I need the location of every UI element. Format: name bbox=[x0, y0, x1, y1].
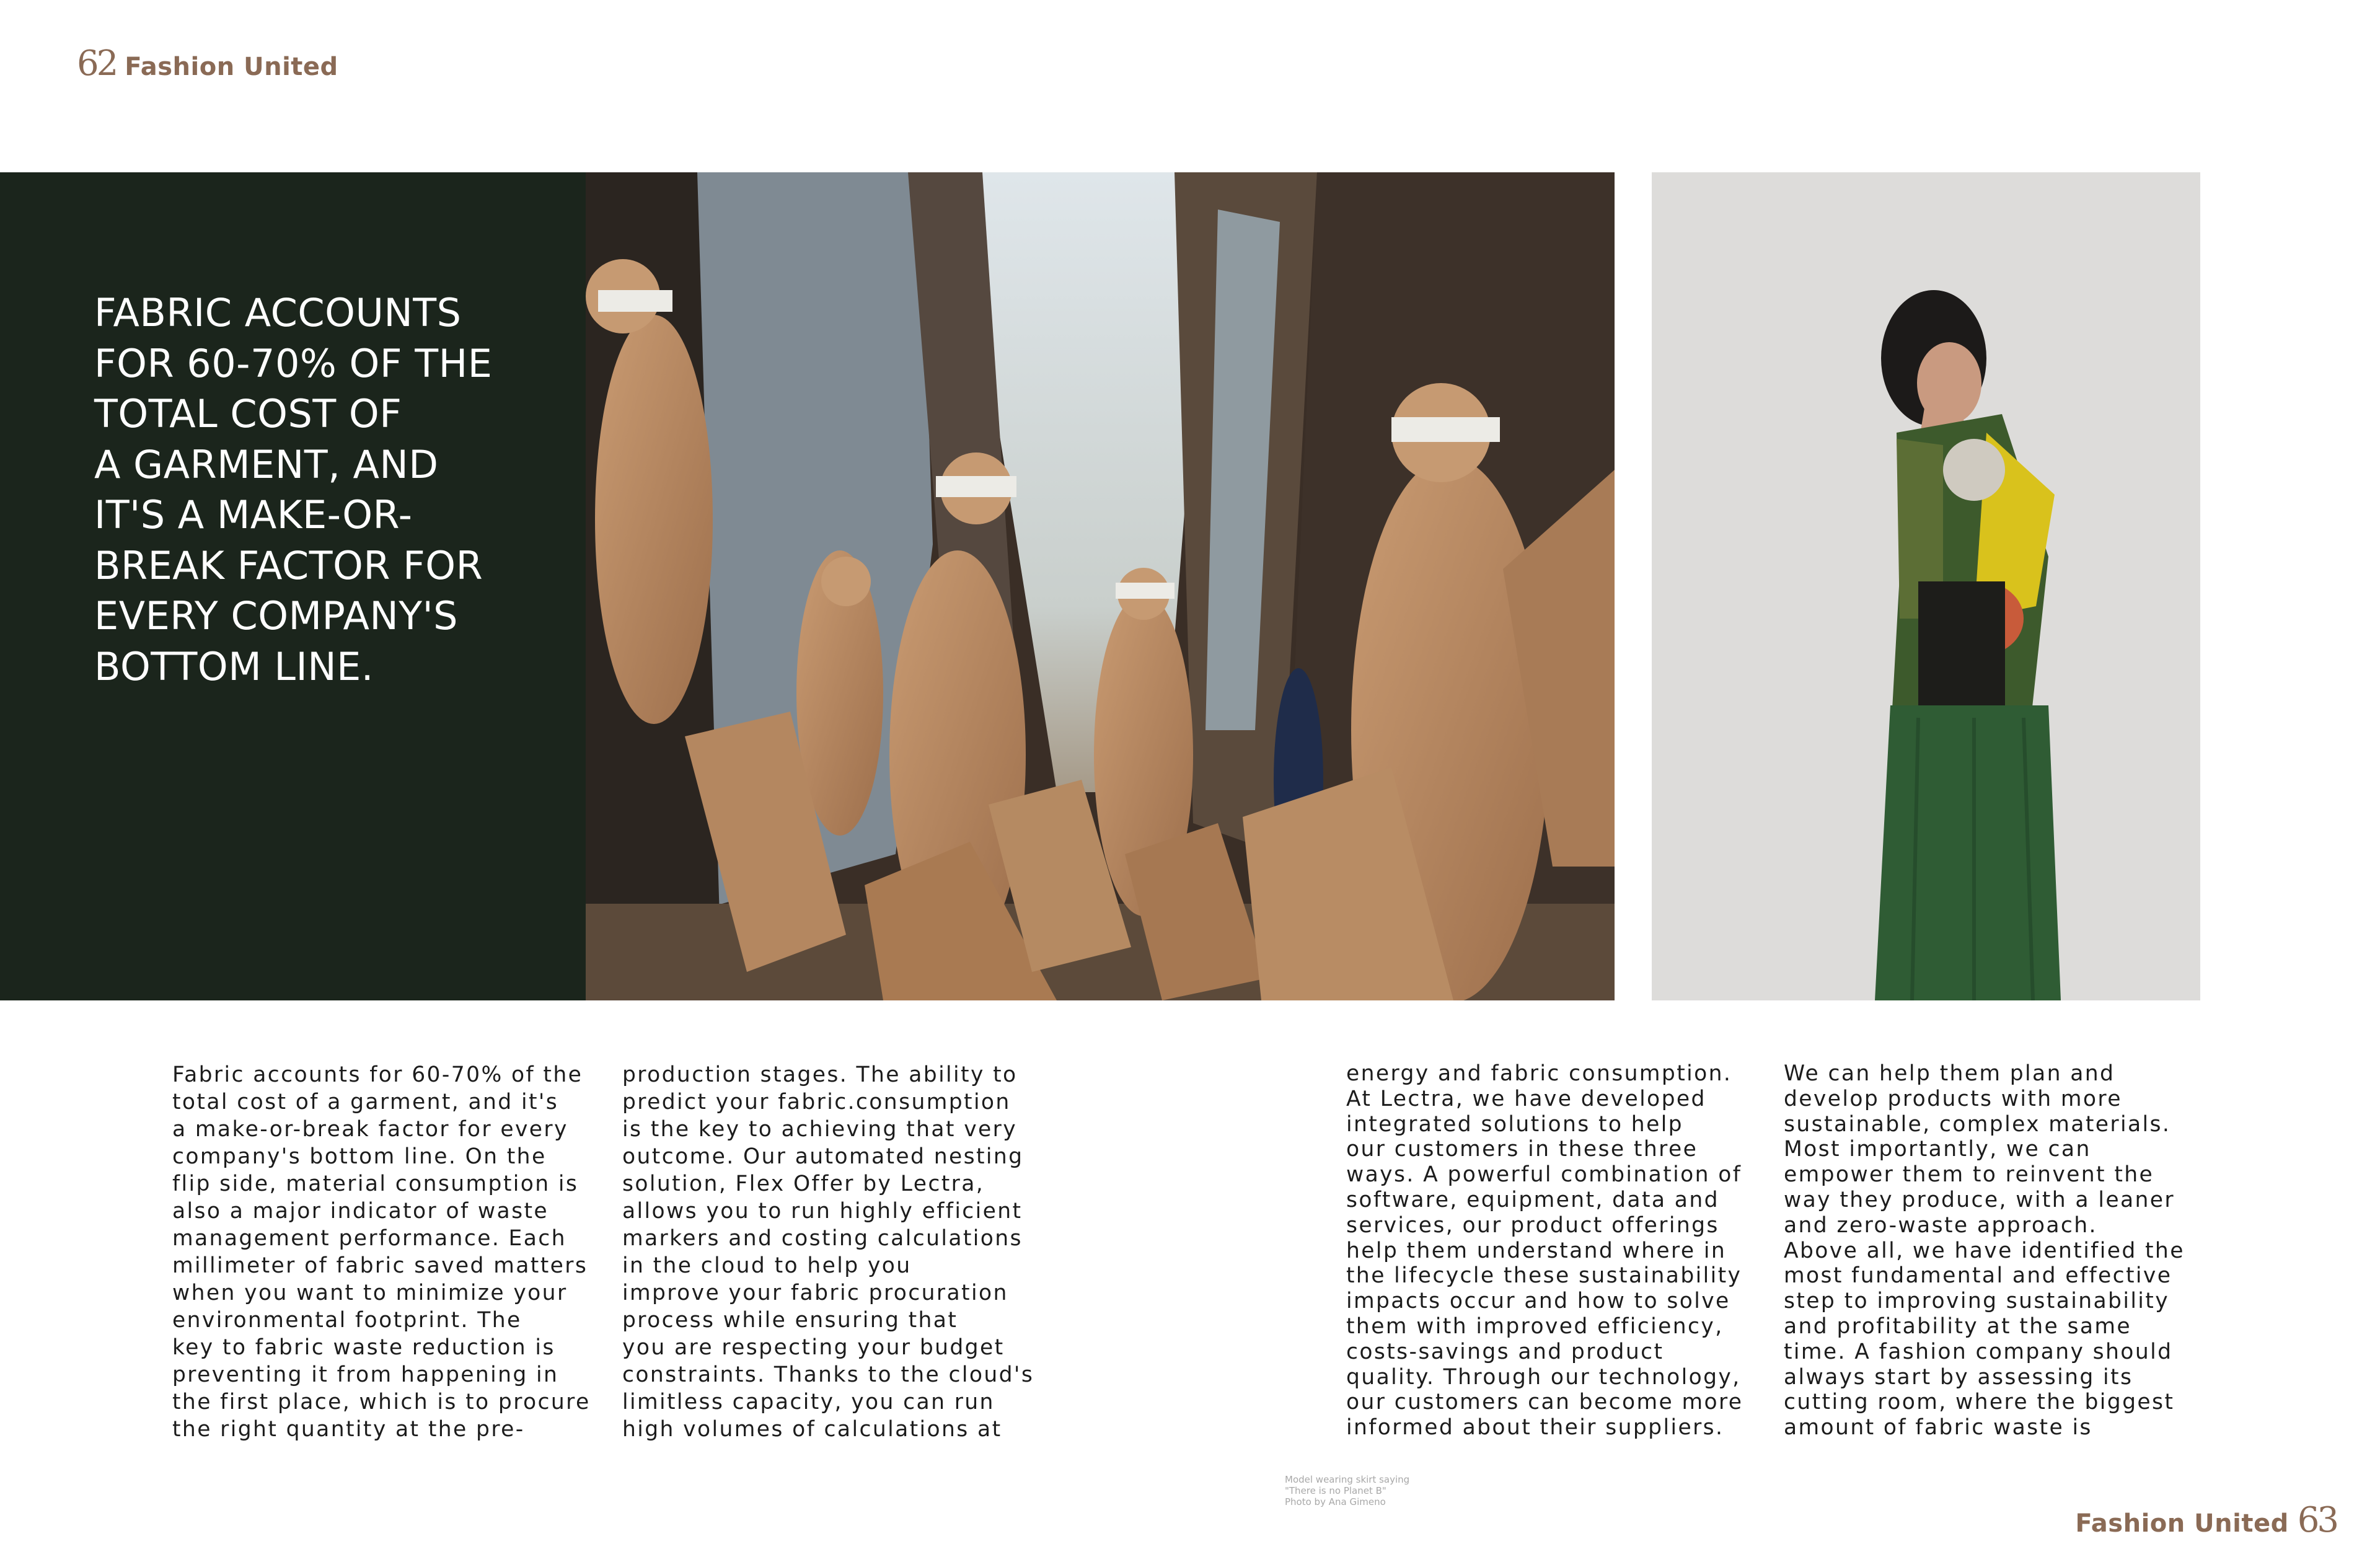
body-line: production stages. The ability to bbox=[622, 1062, 1018, 1087]
body-line: the right quantity at the pre- bbox=[172, 1417, 525, 1442]
body-line: informed about their suppliers. bbox=[1346, 1415, 1724, 1441]
body-line: We can help them plan and bbox=[1784, 1061, 2115, 1086]
body-line: help them understand where in bbox=[1346, 1238, 1727, 1263]
street-photo bbox=[586, 172, 1615, 1000]
pullquote-line: BOTTOM LINE. bbox=[94, 643, 374, 689]
pullquote bbox=[94, 288, 540, 692]
body-line: predict your fabric.consumption bbox=[622, 1090, 1011, 1114]
body-line: costs-savings and product bbox=[1346, 1339, 1664, 1364]
body-line: most fundamental and effective bbox=[1784, 1263, 2172, 1289]
body-line: also a major indicator of waste bbox=[172, 1199, 549, 1224]
body-line: allows you to run highly efficient bbox=[622, 1199, 1023, 1224]
page-number-left: 62 bbox=[77, 43, 117, 84]
body-line: always start by assessing its bbox=[1784, 1364, 2133, 1390]
pullquote-line: TOTAL COST OF bbox=[94, 391, 402, 436]
pullquote-line: FABRIC ACCOUNTS bbox=[94, 290, 462, 335]
body-line: software, equipment, data and bbox=[1346, 1187, 1719, 1212]
body-line: Most importantly, we can bbox=[1784, 1137, 2091, 1162]
body-line: and zero-waste approach. bbox=[1784, 1212, 2097, 1238]
caption-line: "There is no Planet B" bbox=[1285, 1485, 1386, 1496]
pullquote-line: EVERY COMPANY'S bbox=[94, 593, 459, 638]
body-line: step to improving sustainability bbox=[1784, 1289, 2170, 1314]
body-line: preventing it from happening in bbox=[172, 1362, 559, 1387]
body-line: time. A fashion company should bbox=[1784, 1339, 2173, 1364]
pullquote-line: BREAK FACTOR FOR bbox=[94, 542, 483, 588]
pullquote-line: A GARMENT, AND bbox=[94, 441, 439, 487]
body-line: environmental footprint. The bbox=[172, 1308, 522, 1333]
body-line: key to fabric waste reduction is bbox=[172, 1335, 555, 1360]
body-line: integrated solutions to help bbox=[1346, 1111, 1683, 1137]
body-line: in the cloud to help you bbox=[622, 1253, 912, 1278]
body-line: energy and fabric consumption. bbox=[1346, 1061, 1732, 1086]
caption-line: Model wearing skirt saying bbox=[1285, 1474, 1410, 1485]
body-column-3 bbox=[1346, 1061, 1768, 1441]
body-line: our customers can become more bbox=[1346, 1390, 1743, 1415]
body-line: ways. A powerful combination of bbox=[1346, 1162, 1742, 1188]
body-line: solution, Flex Offer by Lectra, bbox=[622, 1172, 985, 1196]
pullquote-panel bbox=[0, 172, 586, 1000]
body-line: outcome. Our automated nesting bbox=[622, 1144, 1024, 1169]
body-line: process while ensuring that bbox=[622, 1308, 958, 1333]
body-line: is the key to achieving that very bbox=[622, 1117, 1018, 1142]
body-line: Above all, we have identified the bbox=[1784, 1238, 2185, 1263]
body-line: improve your fabric procuration bbox=[622, 1281, 1008, 1305]
body-line: millimeter of fabric saved matters bbox=[172, 1253, 588, 1278]
body-line: limitless capacity, you can run bbox=[622, 1390, 995, 1414]
body-line: cutting room, where the biggest bbox=[1784, 1390, 2175, 1415]
body-line: a make-or-break factor for every bbox=[172, 1117, 568, 1142]
body-line: our customers in these three bbox=[1346, 1137, 1698, 1162]
body-line: At Lectra, we have developed bbox=[1346, 1086, 1706, 1111]
body-line: develop products with more bbox=[1784, 1086, 2122, 1111]
folio-right bbox=[2075, 1500, 2337, 1540]
model-photo bbox=[1652, 172, 2200, 1000]
body-line: high volumes of calculations at bbox=[622, 1417, 1002, 1442]
body-line: Fabric accounts for 60-70% of the bbox=[172, 1062, 583, 1087]
body-line: the first place, which is to procure bbox=[172, 1390, 591, 1414]
body-line: way they produce, with a leaner bbox=[1784, 1187, 2175, 1212]
body-line: flip side, material consumption is bbox=[172, 1172, 579, 1196]
body-column-1 bbox=[172, 1061, 606, 1443]
body-column-4 bbox=[1784, 1061, 2218, 1441]
page-number-right: 63 bbox=[2297, 1500, 2337, 1540]
pullquote-line: FOR 60-70% OF THE bbox=[94, 340, 493, 386]
body-column-2 bbox=[622, 1061, 1050, 1443]
body-line: when you want to minimize your bbox=[172, 1281, 568, 1305]
photo-caption bbox=[1285, 1474, 1409, 1507]
body-line: company's bottom line. On the bbox=[172, 1144, 547, 1169]
body-line: impacts occur and how to solve bbox=[1346, 1289, 1730, 1314]
body-line: you are respecting your budget bbox=[622, 1335, 1005, 1360]
brand-name-left: Fashion United bbox=[125, 53, 338, 81]
body-line: sustainable, complex materials. bbox=[1784, 1111, 2171, 1137]
body-line: quality. Through our technology, bbox=[1346, 1364, 1741, 1390]
pullquote-line: IT'S A MAKE-OR- bbox=[94, 492, 413, 537]
folio-left bbox=[77, 43, 338, 84]
caption-line: Photo by Ana Gimeno bbox=[1285, 1496, 1386, 1507]
body-line: services, our product offerings bbox=[1346, 1212, 1719, 1238]
body-line: them with improved efficiency, bbox=[1346, 1313, 1724, 1339]
body-line: empower them to reinvent the bbox=[1784, 1162, 2154, 1188]
body-line: constraints. Thanks to the cloud's bbox=[622, 1362, 1034, 1387]
brand-name-right: Fashion United bbox=[2075, 1509, 2289, 1538]
body-line: the lifecycle these sustainability bbox=[1346, 1263, 1742, 1289]
body-line: amount of fabric waste is bbox=[1784, 1415, 2092, 1441]
body-line: markers and costing calculations bbox=[622, 1226, 1023, 1251]
body-line: total cost of a garment, and it's bbox=[172, 1090, 559, 1114]
body-line: and profitability at the same bbox=[1784, 1313, 2132, 1339]
body-line: management performance. Each bbox=[172, 1226, 566, 1251]
